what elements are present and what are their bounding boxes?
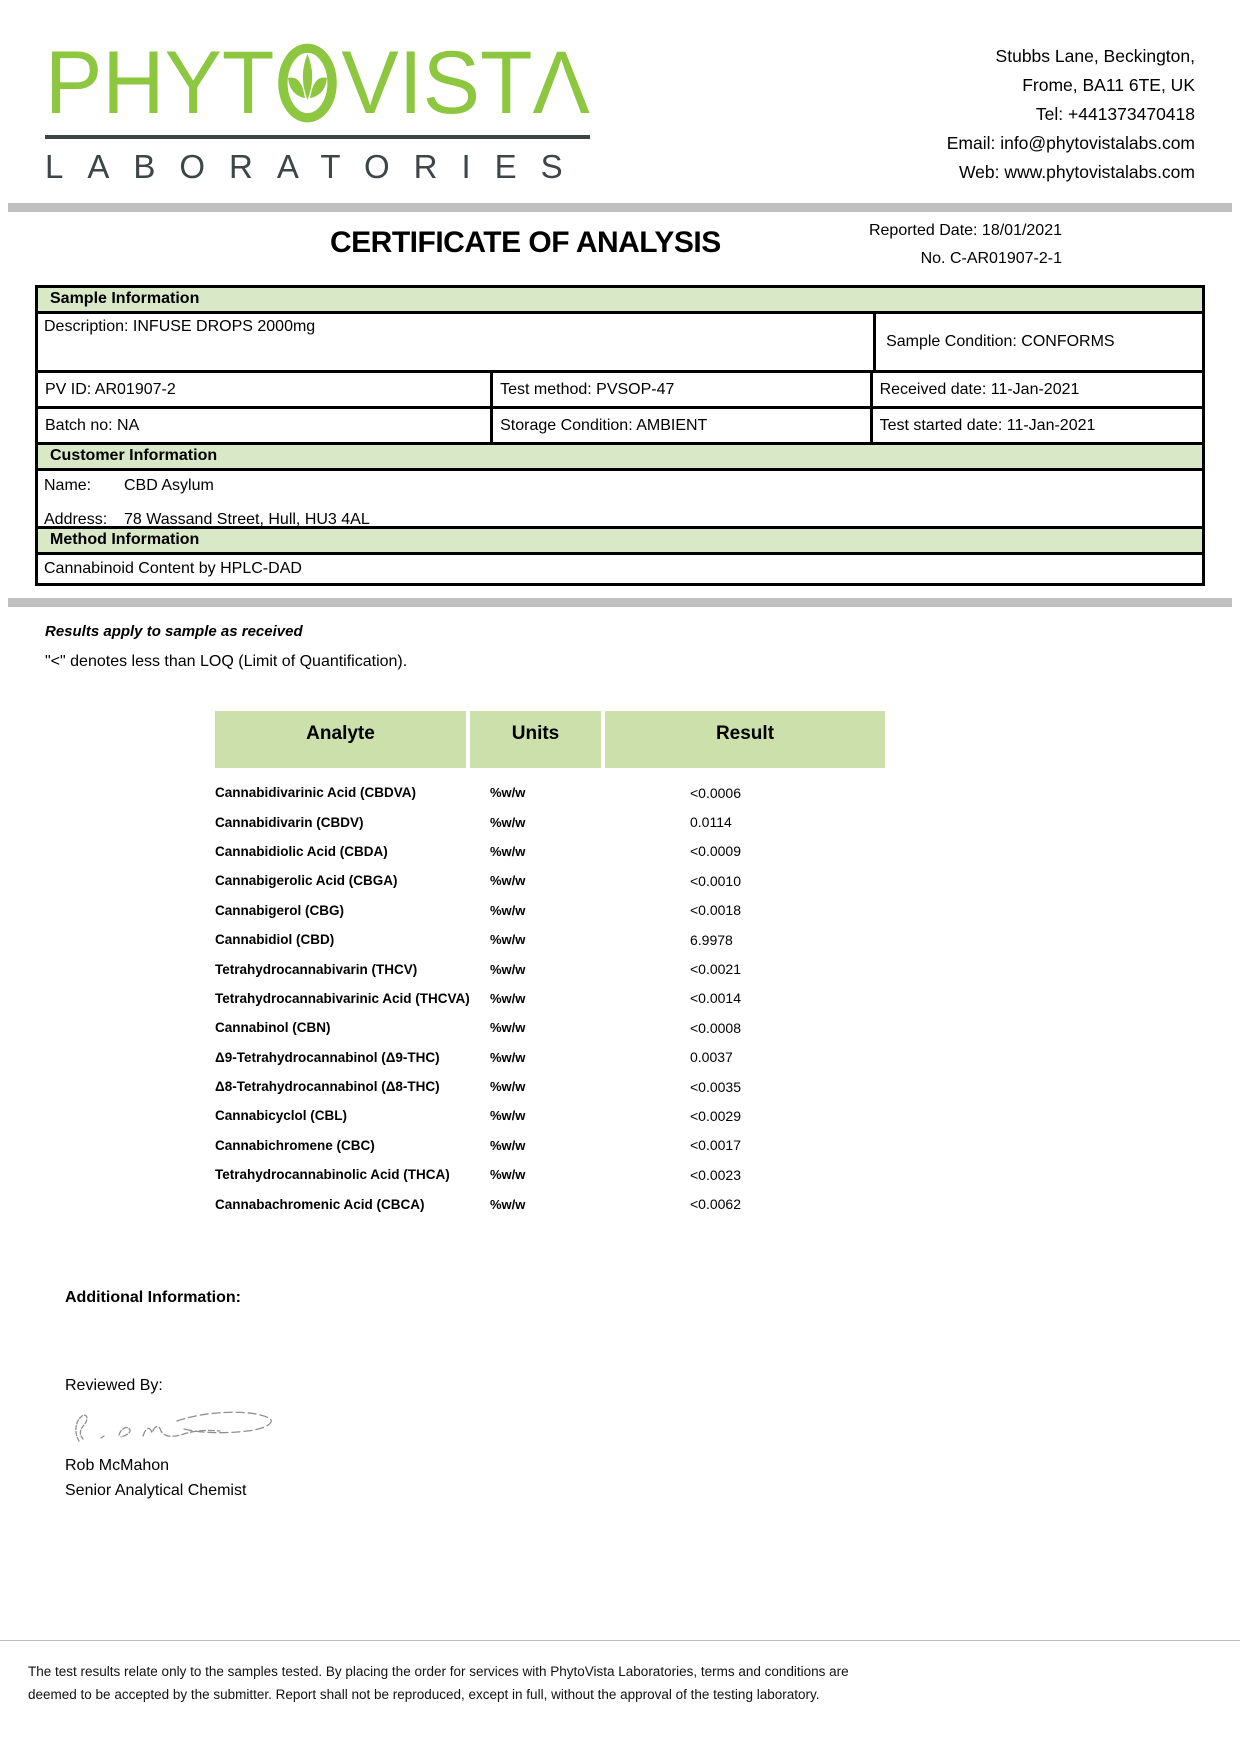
- result-row: [215, 954, 885, 983]
- contact-web: Web: www.phytovistalabs.com: [958, 162, 1195, 182]
- result-analyte: Cannabidivarinic Acid (CBDVA): [215, 785, 417, 801]
- result-analyte: Tetrahydrocannabivarin (THCV): [215, 961, 418, 977]
- result-units: %w/w: [490, 873, 526, 889]
- batch-row: [38, 406, 1202, 442]
- sample-condition: Sample Condition: CONFORMS: [886, 333, 1115, 350]
- result-row: [215, 778, 885, 807]
- result-analyte: Cannabachromenic Acid (CBCA): [215, 1196, 425, 1212]
- reviewer-role: Senior Analytical Chemist: [65, 1481, 247, 1499]
- test-method: Test method: PVSOP-47: [493, 373, 872, 406]
- sample-description-row: [38, 314, 1202, 370]
- result-units: %w/w: [490, 843, 526, 859]
- logo-text-phyt: PHYT: [45, 33, 275, 133]
- result-row: [215, 1160, 885, 1189]
- result-analyte: Cannabinol (CBN): [215, 1020, 331, 1036]
- result-analyte: Cannabidivarin (CBDV): [215, 814, 364, 830]
- result-row: [215, 896, 885, 925]
- result-result: 0.0037: [690, 1049, 733, 1066]
- phytovista-logo: [45, 33, 590, 187]
- result-row: [215, 837, 885, 866]
- results-rows: [215, 768, 885, 1219]
- result-row: [215, 1101, 885, 1130]
- logo-wordmark: [45, 33, 590, 133]
- customer-address-label: Address:: [44, 511, 108, 528]
- result-analyte: Δ9-Tetrahydrocannabinol (Δ9-THC): [215, 1049, 440, 1065]
- customer-details: [38, 471, 1202, 526]
- result-row: [215, 866, 885, 895]
- sample-description: Description: INFUSE DROPS 2000mg: [38, 314, 876, 370]
- result-row: [215, 1189, 885, 1218]
- lab-contact-block: [947, 38, 1195, 187]
- result-result: 0.0114: [690, 814, 732, 831]
- logo-divider: [45, 135, 590, 139]
- result-units: %w/w: [490, 1167, 526, 1183]
- result-analyte: Δ8-Tetrahydrocannabinol (Δ8-THC): [215, 1079, 440, 1095]
- report-number: No. C-AR01907-2-1: [920, 250, 1062, 267]
- footer-line1: The test results relate only to the samples tested. By placing the order for services with PhytoVista Laboratories, terms and conditions are: [28, 1664, 849, 1679]
- additional-information-label: Additional Information:: [65, 1288, 241, 1306]
- result-units: %w/w: [490, 1079, 526, 1095]
- batch-no: Batch no: NA: [38, 409, 493, 442]
- result-analyte: Tetrahydrocannabinolic Acid (THCA): [215, 1167, 450, 1183]
- result-units: %w/w: [490, 932, 526, 948]
- result-result: <0.0006: [690, 784, 741, 801]
- info-tables: [35, 285, 1205, 586]
- results-table-header: [215, 711, 885, 768]
- contact-address-line2: Frome, BA11 6TE, UK: [1022, 75, 1195, 95]
- result-units: %w/w: [490, 1108, 526, 1124]
- results-note-italic: Results apply to sample as received: [45, 623, 303, 640]
- sample-ids-row: [38, 370, 1202, 406]
- result-analyte: Cannabicyclol (CBL): [215, 1108, 348, 1124]
- customer-name-value: CBD Asylum: [124, 477, 214, 494]
- header-divider-bar: [8, 203, 1232, 212]
- result-result: <0.0017: [690, 1137, 741, 1154]
- result-analyte: Cannabigerolic Acid (CBGA): [215, 873, 398, 889]
- section-header-method-information: Method Information: [38, 526, 1202, 555]
- result-units: %w/w: [490, 785, 526, 801]
- result-result: <0.0062: [690, 1196, 741, 1213]
- page-title: CERTIFICATE OF ANALYSIS: [330, 226, 721, 259]
- result-units: %w/w: [490, 814, 526, 830]
- result-units: %w/w: [490, 1049, 526, 1065]
- result-units: %w/w: [490, 902, 526, 918]
- result-result: <0.0008: [690, 1019, 741, 1036]
- result-analyte: Cannabidiol (CBD): [215, 932, 335, 948]
- signature-block: [65, 1377, 1240, 1503]
- pv-id: PV ID: AR01907-2: [38, 373, 493, 406]
- result-result: <0.0018: [690, 902, 741, 919]
- received-date: Received date: 11-Jan-2021: [879, 380, 1080, 398]
- result-row: [215, 1072, 885, 1101]
- result-result: <0.0010: [690, 872, 741, 889]
- footer-line2: deemed to be accepted by the submitter. Report shall not be reproduced, except in full, without the approval of the testing laboratory.: [28, 1686, 820, 1702]
- test-started-date: Test started date: 11-Jan-2021: [879, 416, 1096, 434]
- logo-text-vist: VIST: [341, 33, 533, 133]
- column-header-result: Result: [605, 711, 885, 768]
- logo-laboratories-text: LABORATORIES: [45, 148, 587, 185]
- loq-note: "<" denotes less than LOQ (Limit of Quantification).: [45, 653, 408, 670]
- section-header-customer-information: Customer Information: [38, 442, 1202, 471]
- result-result: <0.0035: [690, 1078, 741, 1095]
- column-header-units: Units: [470, 711, 601, 768]
- result-row: [215, 1013, 885, 1042]
- reviewed-by-label: Reviewed By:: [65, 1376, 163, 1394]
- section-divider-bar: [8, 598, 1232, 607]
- contact-phone: Tel: +441373470418: [1035, 104, 1195, 124]
- result-row: [215, 925, 885, 954]
- customer-address-value: 78 Wassand Street, Hull, HU3 4AL: [124, 511, 370, 528]
- reported-date: Reported Date: 18/01/2021: [868, 222, 1062, 239]
- result-analyte: Cannabichromene (CBC): [215, 1137, 375, 1153]
- result-result: <0.0014: [690, 990, 741, 1007]
- result-units: %w/w: [490, 1137, 526, 1153]
- page-header: [0, 0, 1240, 187]
- result-row: [215, 1043, 885, 1072]
- result-result: 6.9978: [690, 931, 733, 948]
- result-analyte: Tetrahydrocannabivarinic Acid (THCVA): [215, 990, 470, 1006]
- method-description: Cannabinoid Content by HPLC-DAD: [44, 560, 302, 577]
- contact-email: Email: info@phytovistalabs.com: [946, 133, 1195, 153]
- result-result: <0.0029: [690, 1107, 741, 1124]
- result-result: <0.0023: [690, 1166, 741, 1183]
- report-meta: [869, 214, 1240, 273]
- result-row: [215, 984, 885, 1013]
- storage-condition: Storage Condition: AMBIENT: [493, 409, 872, 442]
- result-row: [215, 1131, 885, 1160]
- result-result: <0.0009: [690, 843, 741, 860]
- signature-image: [67, 1401, 282, 1451]
- result-units: %w/w: [490, 1196, 526, 1212]
- customer-name-label: Name:: [44, 477, 92, 494]
- result-analyte: Cannabidiolic Acid (CBDA): [215, 843, 388, 859]
- result-row: [215, 807, 885, 836]
- logo-text-lambda: Λ: [532, 33, 590, 133]
- results-table: [215, 711, 885, 1219]
- result-units: %w/w: [490, 1020, 526, 1036]
- result-result: <0.0021: [690, 961, 741, 978]
- title-row: [0, 214, 1240, 273]
- leaf-o-icon: [277, 38, 338, 128]
- customer-name-line: [44, 477, 1196, 495]
- section-header-sample-information: Sample Information: [38, 288, 1202, 314]
- result-units: %w/w: [490, 990, 526, 1006]
- result-analyte: Cannabigerol (CBG): [215, 902, 345, 918]
- column-header-analyte: Analyte: [215, 711, 466, 768]
- footer-disclaimer: [0, 1640, 1240, 1706]
- result-units: %w/w: [490, 961, 526, 977]
- reviewer-name: Rob McMahon: [65, 1456, 170, 1474]
- contact-address-line1: Stubbs Lane, Beckington,: [995, 46, 1195, 66]
